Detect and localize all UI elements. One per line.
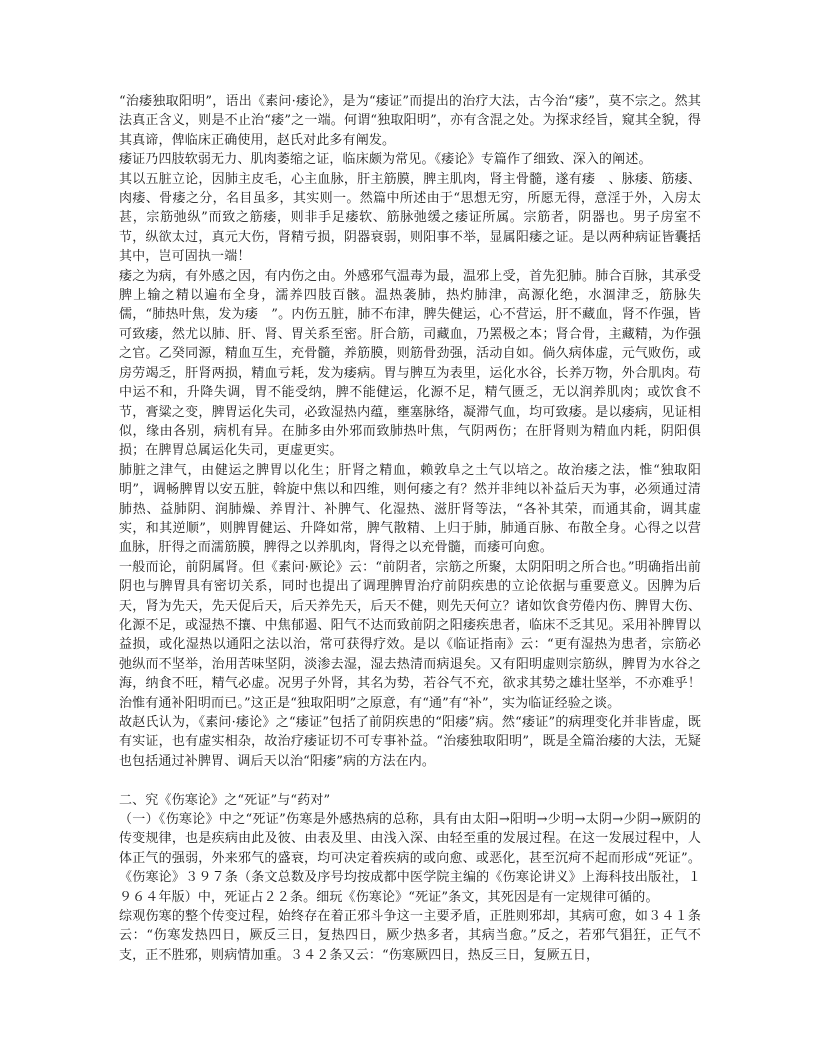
blank-line xyxy=(119,771,701,790)
paragraph-intro: “治痿独取阳明”，语出《素问·痿论》，是为“痿证”而提出的治疗大法，古今治“痿”，莫不宗之。然其法真正含义，则是不止治“痿”之一端。何谓“独取阳明”，亦有含混之处。为探求经旨，窥其全貌，得其真谛，俾临床正确使用，赵氏对此多有阐发。 xyxy=(119,94,701,148)
section-heading: 二、究《伤寒论》之“死证”与“药对” xyxy=(119,792,331,808)
paragraph-front-yin: 一般而论，前阴属肾。但《素问·厥论》云：“前阴者，宗筋之所聚，太阴阳明之所合也。”明确指出前阴也与脾胃具有密切关系，同时也提出了调理脾胃治疗前阴疾患的立论依据与重要意义。因脾为后天，肾为先天，先天促后天，后天养先天，后天不健，则先天何立？诸如饮食劳倦内伤、脾胃大伤、化源不足，或湿热不攘、中焦郁遏、阳气不达而致前阴之阳痿疾患者，临床不乏其见。采用补脾胃以益损，或化湿热以通阳之法以治，常可获得疗效。是以《临证指南》云：“更有湿热为患者，宗筋必弛纵而不坚举，治用苦味坚阴，淡渗去湿，湿去热清而病退矣。又有阳明虚则宗筋纵，脾胃为水谷之海，纳食不旺，精气必虚。况男子外肾，其名为势，若谷气不充，欲求其势之雄壮坚举，不亦难乎！治惟有通补阳明而已。”这正是“独取阳明”之原意，有“通”有“补”，实为临证经验之谈。 xyxy=(119,559,701,711)
paragraph-conclusion: 故赵氏认为，《素问·痿论》之“痿证”包括了前阴疾患的“阳痿”病。然“痿证”的病理变化并非皆虚，既有实证，也有虚实相杂，故治疗痿证切不可专事补益。“治痿独取阳明”，既是全篇治痿的大法，无疑也包括通过补脾胃、调后天以治“阳痿”病的方法在内。 xyxy=(119,715,701,769)
paragraph-transmission: 综观伤寒的整个传变过程，始终存在着正邪斗争这一主要矛盾，正胜则邪却，其病可愈，如３４１条云：“伤寒发热四日，厥反三日，复热四日，厥少热多者，其病当愈。”反之，若邪气猖狂，正气不支，正不胜邪，则病情加重。３４２条又云：“伤寒厥四日，热反三日，复厥五日， xyxy=(119,909,701,963)
paragraph-treatment: 肺脏之津气，由健运之脾胃以化生；肝肾之精血，赖敦阜之土气以培之。故治痿之法，惟“独取阳明”，调畅脾胃以安五脏，斡旋中焦以和四维，则何痿之有？然并非纯以补益后天为事，必须通过清肺热、益肺阴、润肺燥、养胃汁、补脾气、化湿热、滋肝肾等法，“各补其荣，而通其俞，调其虚实，和其逆顺”，则脾胃健运、升降如常，脾气散精、上归于肺，肺通百脉、布散全身。心得之以营血脉，肝得之而濡筋膜，脾得之以养肌肉，肾得之以充骨髓，而痿可向愈。 xyxy=(119,462,701,556)
paragraph-causes: 痿之为病，有外感之因，有内伤之由。外感邪气温毒为最，温邪上受，首先犯肺。肺合百脉，其承受脾上输之精以遍布全身，濡养四肢百骸。温热袭肺，热灼肺津，高源化绝，水涸津乏，筋脉失儒，“肺热叶焦，发为痿 ”。内伤五脏，肺不布津，脾失健运，心不营运，肝不藏血，肾不作强，皆可致痿，然尤以肺、肝、肾、胃关系至密。肝合筋，司藏血，乃罴极之本；肾合骨，主藏精，为作强之官。乙癸同源，精血互生，充骨髓，养筋膜，则筋骨劲强，活动自如。倘久病体虚，元气败伤，或房劳竭乏，肝肾两损，精血亏耗，发为痿病。胃与脾互为表里，运化水谷，长养万物，外合肌肉。苟中运不和，升降失调，胃不能受纳，脾不能健运，化源不足，精气匮乏，无以润养肌肉；或饮食不节，膏粱之变，脾胃运化失司，必致湿热内蕴，壅塞脉络，凝滞气血，均可致痿。是以痿病，见证相似，缘由各别，病机有异。在肺多由外邪而致肺热叶焦，气阴两伤；在肝肾则为精血内耗，阴阳俱损；在脾胃总属运化失司，更虚更实。 xyxy=(119,268,701,459)
paragraph-weizheng-definition: 痿证乃四肢软弱无力、肌肉萎缩之证，临床颇为常见。《痿论》专篇作了细致、深入的阐述。 xyxy=(119,152,652,168)
document-page xyxy=(119,92,701,965)
paragraph-five-organs: 其以五脏立论，因肺主皮毛，心主血脉，肝主筋膜，脾主肌肉，肾主骨髓，遂有痿 、脉痿、筋痿、肉痿、骨痿之分，名目虽多，其实则一。然篇中所述由于“思想无穷，所愿无得，意淫于外，入房太甚，宗筋弛纵”而致之筋痿，则非手足痿软、筋脉弛缓之痿证所属。宗筋者，阴器也。男子房室不节，纵欲太过，真元大伤，肾精亏损，阴器衰弱，则阳事不举，显属阳痿之证。是以两种病证皆囊括其中，岂可固执一端！ xyxy=(119,171,701,265)
paragraph-death-syndrome: （一）《伤寒论》中之“死证”伤寒是外感热病的总称，具有由太阳→阳明→少明→太阴→少阴→厥阴的传变规律，也是疾病由此及彼、由表及里、由浅入深、由轻至重的发展过程。在这一发展过程中，人体正气的强弱，外来邪气的盛衰，均可决定着疾病的或向愈、或恶化，甚至沉疴不起而形成“死证”。《伤寒论》３９７条（条文总数及序号均按成都中医学院主编的《伤寒论讲义》上海科技出版社，１９６４年版）中，死证占２２条。细玩《伤寒论》“死证”条文，其死因是有一定规律可循的。 xyxy=(119,812,701,905)
